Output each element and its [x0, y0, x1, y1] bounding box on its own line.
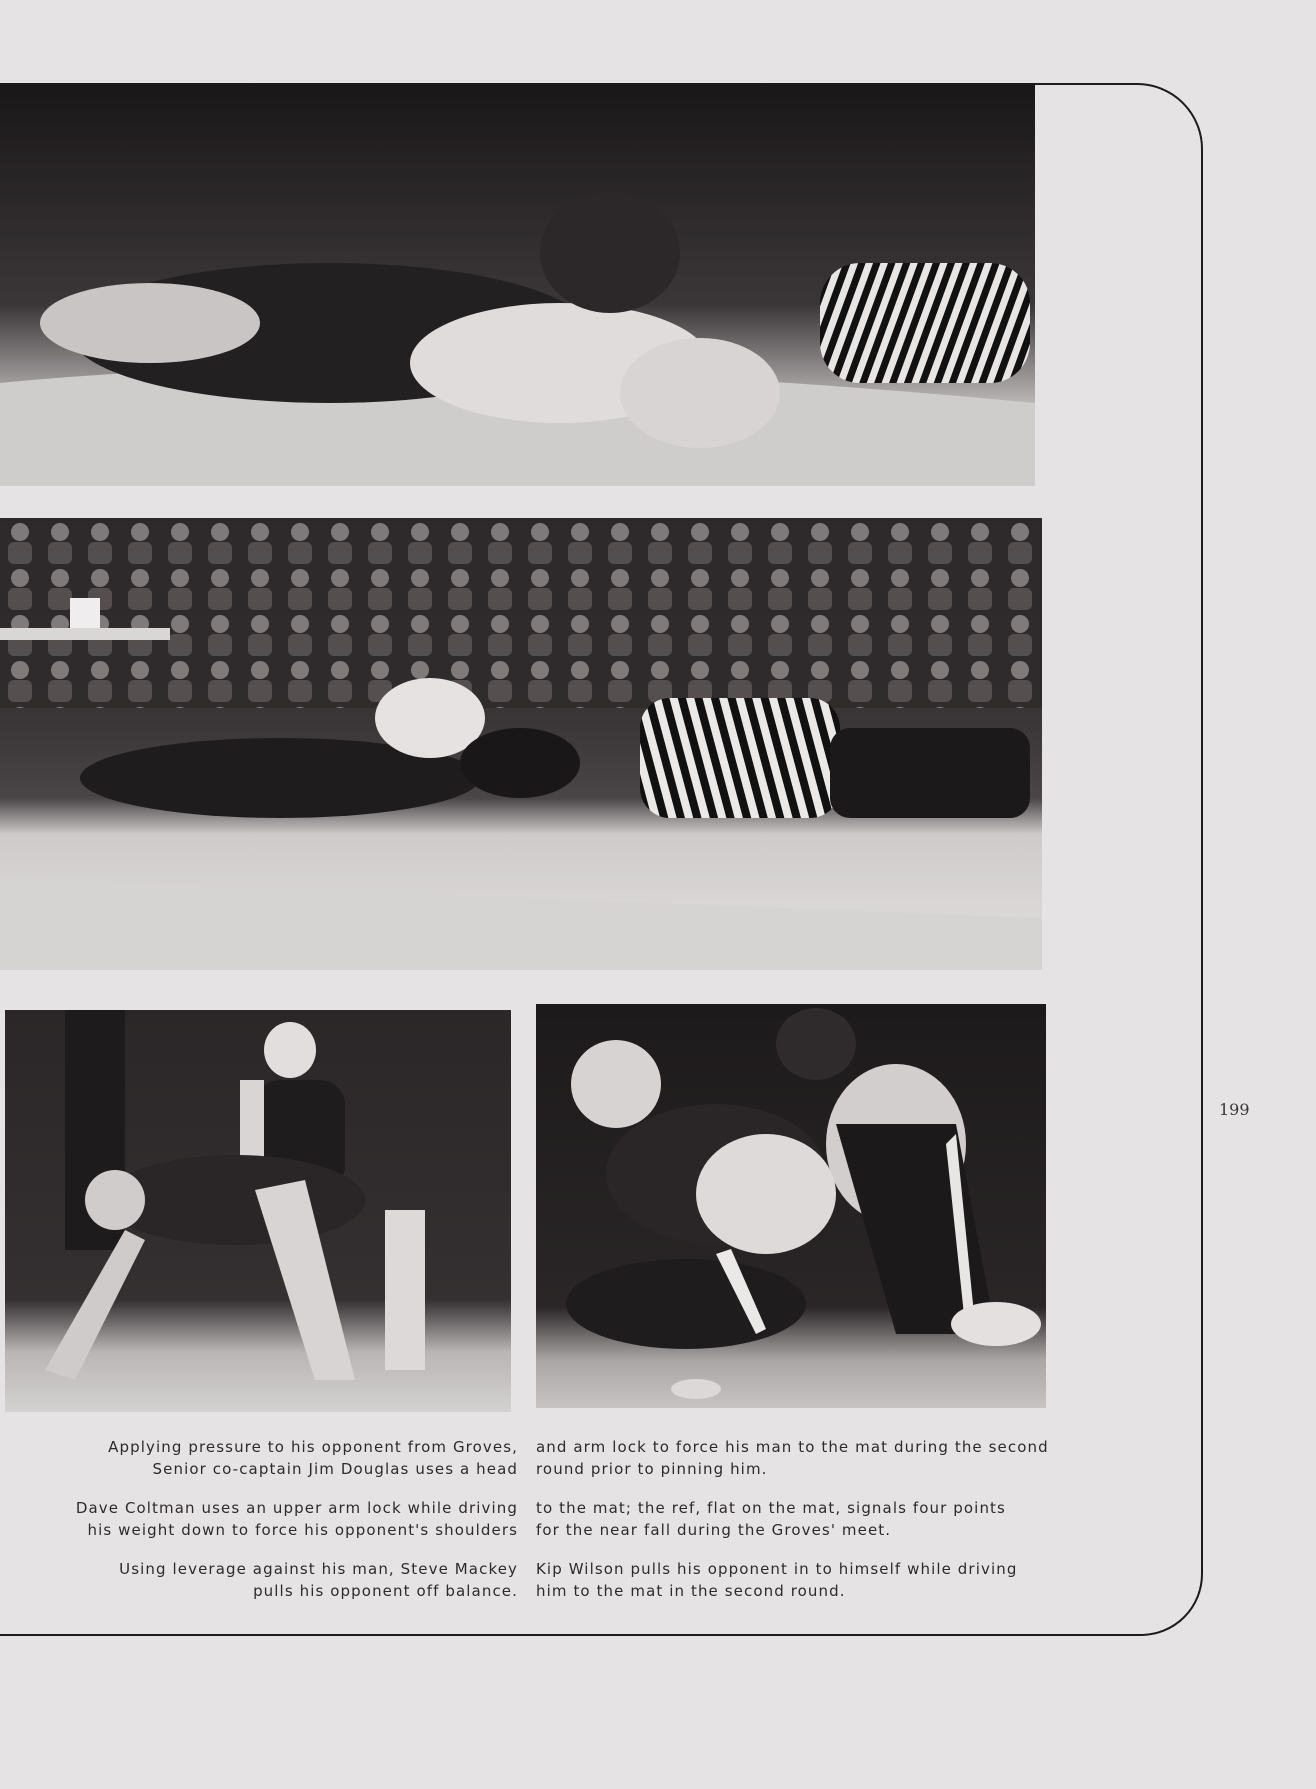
caption-kip-wilson-right [536, 1558, 1056, 1602]
caption-line: Senior co-captain Jim Douglas uses a head [152, 1460, 518, 1478]
caption-line: to the mat; the ref, flat on the mat, signals four points [536, 1499, 1006, 1517]
caption-line: Applying pressure to his opponent from Groves, [108, 1438, 518, 1456]
takedown-photo [536, 1004, 1046, 1408]
caption-jim-douglas-right [536, 1436, 1056, 1480]
caption-steve-mackey-left [40, 1558, 518, 1602]
caption-line: Using leverage against his man, Steve Mackey [119, 1560, 518, 1578]
caption-line: his weight down to force his opponent's shoulders [87, 1521, 518, 1539]
photo-icon [0, 83, 1035, 486]
caption-line: and arm lock to force his man to the mat during the second [536, 1438, 1049, 1456]
caption-line: for the near fall during the Groves' meet. [536, 1521, 892, 1539]
caption-dave-coltman-right [536, 1497, 1056, 1541]
near-fall-photo [0, 518, 1042, 970]
caption-column-right [536, 1436, 1056, 1619]
caption-line: Kip Wilson pulls his opponent in to himself while driving [536, 1560, 1018, 1578]
caption-line: Dave Coltman uses an upper arm lock while driving [75, 1499, 518, 1517]
caption-jim-douglas-left [40, 1436, 518, 1480]
caption-column-left [40, 1436, 518, 1619]
caption-line: him to the mat in the second round. [536, 1582, 846, 1600]
page-number: 199 [1219, 1100, 1250, 1119]
leverage-photo [5, 1010, 511, 1412]
caption-dave-coltman-left [40, 1497, 518, 1541]
photo-icon [0, 518, 1042, 970]
photo-icon [536, 1004, 1046, 1408]
caption-line: round prior to pinning him. [536, 1460, 768, 1478]
photo-icon [5, 1010, 511, 1412]
wrestling-pin-photo [0, 83, 1035, 486]
caption-line: pulls his opponent off balance. [253, 1582, 518, 1600]
